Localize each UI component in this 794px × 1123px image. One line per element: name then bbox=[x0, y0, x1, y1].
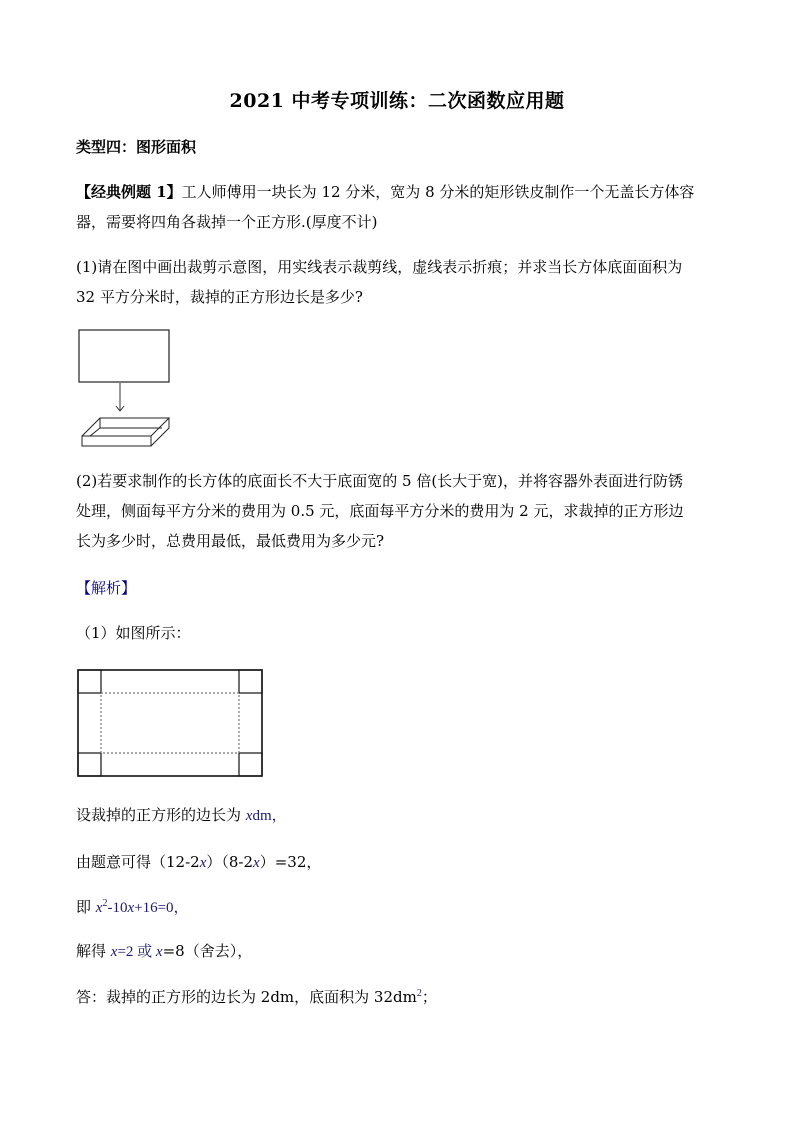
question2-line3: 长为多少时，总费用最低，最低费用为多少元? bbox=[76, 532, 385, 550]
example-intro-line1: 【经典例题 1】工人师傅用一块长为 12 分米，宽为 8 分米的矩形铁皮制作一个无盖长方体容 bbox=[76, 183, 695, 201]
section-heading: 类型四：图形面积 bbox=[76, 138, 197, 156]
solution-step1: （1）如图所示： bbox=[76, 624, 191, 642]
example-intro-line2: 器，需要将四角各裁掉一个正方形.(厚度不计) bbox=[76, 213, 378, 231]
question2-line2: 处理，侧面每平方分米的费用为 0.5 元，底面每平方分米的费用为 2 元，求裁掉的正方形边 bbox=[76, 502, 684, 520]
question1-line1: (1)请在图中画出裁剪示意图，用实线表示裁剪线，虚线表示折痕；并求当长方体底面面积为 bbox=[76, 258, 683, 276]
example-label: 【经典例题 1】 bbox=[76, 183, 182, 201]
solution-simplified-equation: 即 $x^2-10x+16=0$， bbox=[76, 898, 189, 916]
question1-line2: 32 平方分米时，裁掉的正方形边长是多少? bbox=[76, 288, 363, 306]
question2-line1: (2)若要求制作的长方体的底面长不大于底面宽的 5 倍(长大于宽)，并将容器外表面进行防锈 bbox=[76, 472, 684, 490]
solution-label: 【解析】 bbox=[76, 579, 137, 597]
solution-answer: 答：裁掉的正方形的边长为 2dm，底面积为 $32dm^2$； bbox=[76, 988, 437, 1006]
page-title: 2021 中考专项训练：二次函数应用题 bbox=[229, 90, 565, 112]
solution-roots: 解得 x=2 或 x=8（舍去）， bbox=[76, 942, 253, 960]
solution-equation: 由题意可得（12-2x）（8-2x）=32， bbox=[76, 853, 322, 871]
solution-let-statement: 设裁掉的正方形的边长为 xdm， bbox=[76, 806, 287, 824]
sheet-to-box-figure bbox=[76, 326, 176, 452]
cutting-diagram bbox=[76, 668, 266, 780]
